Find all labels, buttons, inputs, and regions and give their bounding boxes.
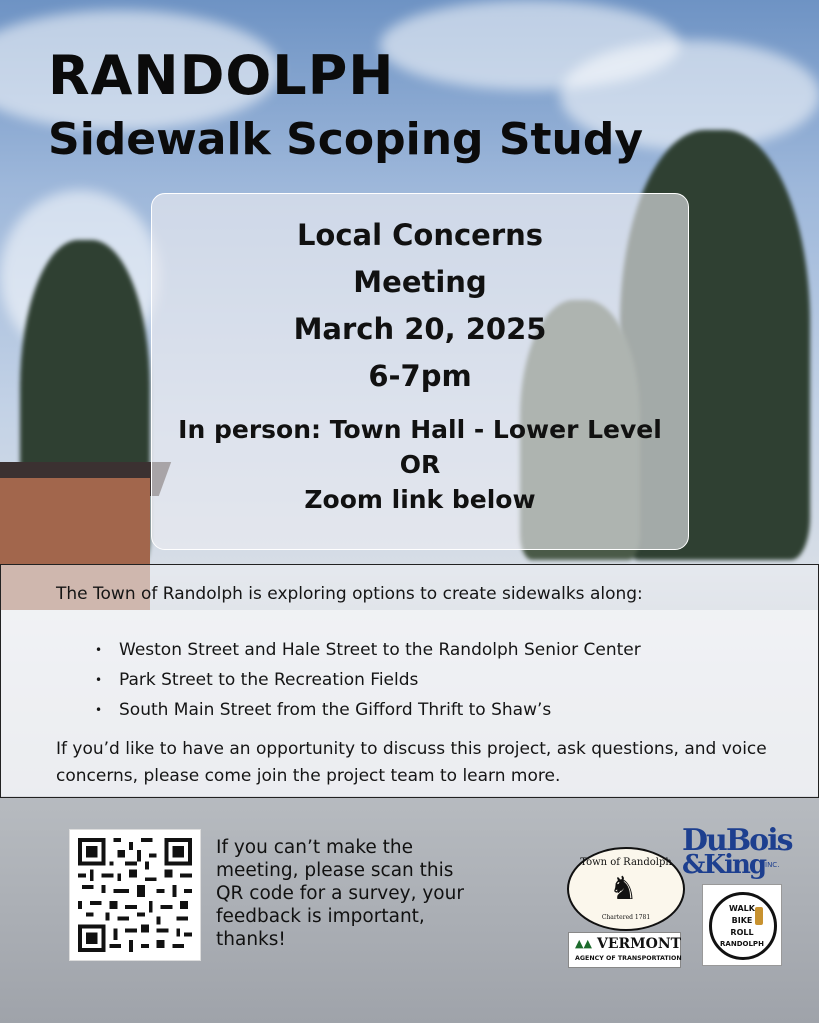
town-of-randolph-logo [567,847,685,931]
wbr-roll: ROLL [730,928,754,937]
meeting-date: March 20, 2025 [293,312,547,346]
meeting-location: In person: Town Hall - Lower Level [178,415,662,444]
dk-line1: DuBois [682,823,792,858]
wbr-bike: BIKE [731,916,753,925]
list-item: • Park Street to the Recreation Fields [119,665,641,695]
meeting-title-line2: Meeting [353,265,487,299]
meeting-title-line1: Local Concerns [296,218,544,252]
project-info-panel [0,564,819,798]
survey-instructions: If you can’t make the meeting, please scan this QR code for a survey, your feedback is important, thanks! [216,837,464,950]
sidewalk-list [119,635,641,725]
horse-icon: ♞ [609,869,638,907]
meeting-zoom-note: Zoom link below [304,485,536,514]
walk-bike-roll-logo [702,884,782,966]
list-item: • Weston Street and Hale Street to the Randolph Senior Center [119,635,641,665]
vtrans-name: VERMONT [597,936,682,952]
list-item: • South Main Street from the Gifford Thrift to Shaw’s [119,695,641,725]
qr-code-image [78,838,192,952]
vtrans-logo [568,932,681,968]
page-subtitle: Sidewalk Scoping Study [48,114,644,165]
town-logo-name: Town of Randolph [580,857,672,868]
wbr-walk: WALK [729,904,755,913]
meeting-or: OR [399,450,441,479]
dubois-king-logo [682,823,792,881]
qr-code[interactable] [70,830,200,960]
info-intro: The Town of Randolph is exploring options to create sidewalks along: [56,584,643,604]
meeting-time: 6-7pm [368,359,472,393]
dk-line2: &King [682,850,766,880]
boot-icon [755,907,763,925]
wbr-town: RANDOLPH [720,940,764,948]
info-closing: If you’d like to have an opportunity to discuss this project, ask questions, and voice concerns, please come join the project team to learn more. [56,739,767,786]
page-title: RANDOLPH [48,44,395,107]
wheel-icon [709,892,777,960]
vtrans-agency: AGENCY OF TRANSPORTATION [575,955,682,962]
town-logo-chartered: Chartered 1781 [601,914,651,921]
dk-inc: INC. [765,861,780,869]
mountain-icon: ▲▲ [575,937,592,950]
meeting-details-card [151,193,689,550]
